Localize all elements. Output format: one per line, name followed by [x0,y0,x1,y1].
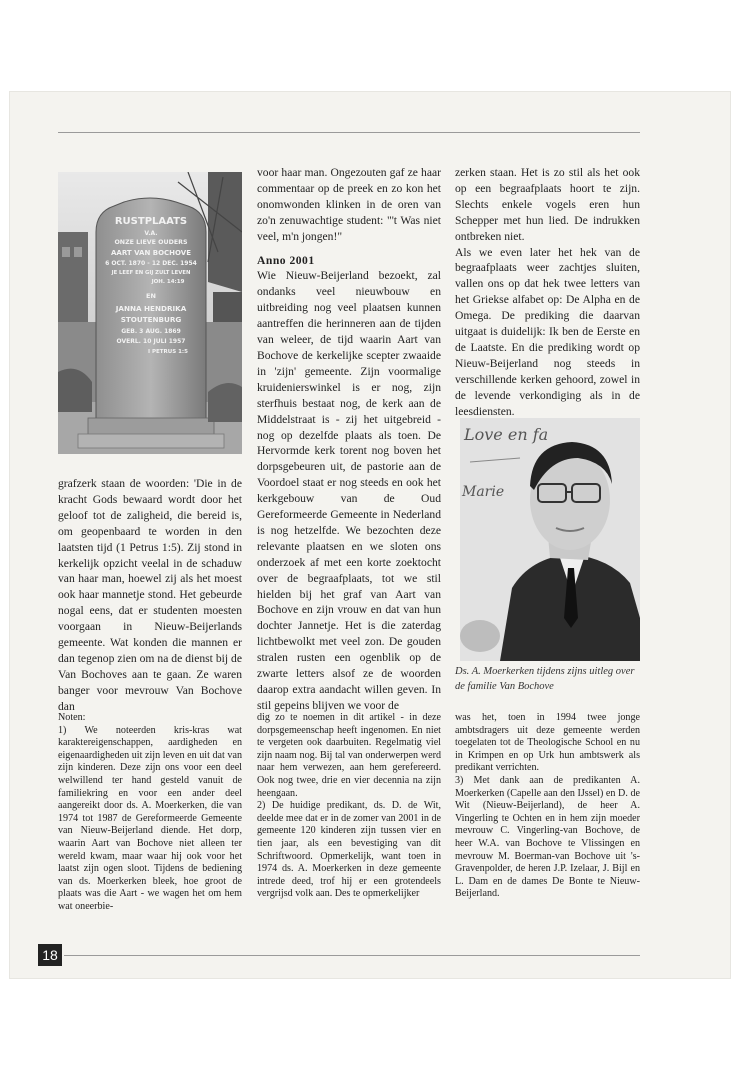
column-2 [257,165,441,714]
portrait-photo [460,418,640,661]
gravestone-line-9: JANNA HENDRIKA [115,304,187,313]
notes-text-3: was het, toen in 1994 twee jonge ambtsdragers uit deze gemeente werden toegelaten tot de Theologische School en nu in Krimpen en op Urk hun ambtswerk als predikant verrichten. 3) Met dank aan de predikanten A. Moerkerken (Capelle aan den IJssel) en D. de Wit (Nieuw-Beijerland), de heer A. Vingerling te Ochten en in hem zijn moeder mevrouw C. Vingerling-van Bochove, de heer W.A. van Bochove te Vlissingen en mevrouw M. Boerman-van Bochove uit 's- Gravenpolder, de heren J.P. Izelaar, J. Bijl en L. Dam en de dames De Bonte te Nieuw-Beijerland. [455,712,640,900]
column-3 [455,165,640,420]
gravestone-line-1: RUSTPLAATS [114,216,188,227]
gravestone-line-10: STOUTENBURG [120,315,182,324]
gravestone-line-4: AART VAN BOCHOVE [110,249,192,257]
column-1-text: grafzerk staan de woorden: 'Die in de kracht Gods bewaard wordt door het geloof tot de zaligheid, die bereid is, om geopenbaard te worden in den laatsten tijd (1 Petrus 1:5). Zij stond in kerkelijk opzicht veelal in de schaduw van haar man, hoewel zij als het moest ook haar mannetje stond. Het gebeurde nogal eens, dat er studenten moesten voorgaan in Nieuw-Beijerlands gemeente. Wat konden die mannen er dan tegenop zien om na de dienst bij de Van Bochoves aan te gaan. Ze waren banger voor mevrouw Van Bochove dan [58,477,242,713]
portrait-caption: Ds. A. Moerkerken tijdens zijns uitleg over de familie Van Bochove [455,666,635,692]
gravestone-photo [58,172,242,454]
notes-column-2 [257,712,441,901]
notes-column-1 [58,712,242,914]
section-heading-anno-2001: Anno 2001 [257,253,315,267]
column-2-para-2: Wie Nieuw-Beijerland bezoekt, zal ondanks veel nieuwbouw en uitbreiding nog veel plaatsen kunnen aantreffen die herinneren aan de tijden van weleer, de tijd waarin Aart van Bochove de kerkelijke scepter zwaaide in 'zijn' gemeente. Zijn voormalige kruidenierswinkel is er nog, zijn sterfhuis bestaat nog, de kerk aan de Middelstraat is - zij het uitgebreid - nog op dezelfde plaats als toen. De Hervormde kerk torent nog boven het dorpsgebeuren uit, de pastorie aan de Voordoel staat er nog steeds en ook het kerkgebouw van de Oud Gereformeerde Gemeente in Nederland is nog hetzelfde. We bezochten deze relevante plaatsen en we sloten ons onderzoek af met een korte zoektocht over de begraafplaats, tot we stil hielden bij het graf van Aart van Bochove en zijn vrouw en dat van hun dochter Jannetje. Het is die zaterdag lichtbewolkt met veel zon. De gouden stralen rusten een ogenblik op de zwarte letters alsof ze de woorden daarop extra aandacht willen geven. In stil gepeins blijven we voor de [257,269,441,712]
gravestone-line-11: GEB. 3 AUG. 1869 [121,328,181,335]
top-rule [58,132,640,133]
page-number: 18 [38,944,62,966]
gravestone-line-5: 6 OCT. 1870 - 12 DEC. 1954 [105,260,197,267]
notes-column-3 [455,712,640,901]
gravestone-line-2: V.A. [144,230,158,237]
gravestone-line-3: ONZE LIEVE OUDERS [114,239,188,246]
gravestone-line-6: JE LEEF EN GIJ ZULT LEVEN [111,270,191,276]
gravestone-line-7: JOH. 14:19 [151,279,185,285]
gravestone-line-13: I PETRUS 1:5 [148,349,188,355]
gravestone-line-12: OVERL. 10 JULI 1957 [116,338,186,345]
gravestone-line-8: EN [146,292,156,300]
notes-text-1: Noten: 1) We noteerden kris-kras wat karaktereigenschappen, aardigheden en eigenaardigheden uit zijn leven en uit dat van zijn kinderen. Deze zijn ons voor een deel welwillend ter hand gesteld vanuit de familiekring en voor een ander deel aangereikt door ds. A. Moerkerken, die van 1974 tot 1987 de Gereformeerde Gemeente van Nieuw-Beijerland diende. Het dorp, waarin Aart van Bochove niet alleen ter wereld kwam, maar waar hij ook voor het laatst zijn ogen sloot. Tijdens de bediening van ds. Moerkerken bleek, hoe groot de plaats was die Aart - we wagen het om hem wat oneerbie- [58,712,242,912]
notes-text-2: dig zo te noemen in dit artikel - in deze dorpsgemeenschap heeft ingenomen. En niet te vergeten ook daarbuiten. Regelmatig viel zijn naam nog. Bij tal van onderwerpen werd naar hem verwezen, aan hem gerefereerd. Ook nog twee, drie en vier decennia na zijn heengaan. 2) De huidige predikant, ds. D. de Wit, deelde mee dat er in de zomer van 2001 in de gemeente 120 kinderen zijn tussen vier en tien jaar, als een bevestiging van dit Schriftwoord. Opmerkelijk, want toen in 1974 ds. A. Moerkerken in deze gemeente intrede deed, trof hij er een grotendeels vergrijsd volk aan. Des te opmerkelijker [257,712,441,900]
bottom-rule [64,955,640,956]
handwriting-2: Marie [462,484,505,500]
handwriting-1: Love en fa [464,425,549,444]
column-3-para-1: zerken staan. Het is zo stil als het ook op een begraafplaats hoort te zijn. Slechts enkele vogels eren hun Schepper met hun lied. De indrukken ontbreken niet. [455,166,640,243]
column-2-para-1: voor haar man. Ongezouten gaf ze haar commentaar op de preek en zo kon het onomwonden klinken in de oren van zo'n zenuwachtige student: "'t Was niet veel, m'n jongen!" [257,166,441,243]
column-1 [58,476,242,715]
column-3-para-2: Als we even later het hek van de begraafplaats weer zachtjes sluiten, vallen ons op dat hek twee letters van het Griekse alfabet op: De Alpha en de Omega. De prediking die daarvan uitgaat is duidelijk: Ik ben de Eerste en de Laatste. En die prediking wordt op Nieuw-Beijerland nog steeds in verschillende kerken gehoord, zowel in de levende verkondiging als in de leesdiensten. [455,245,640,418]
